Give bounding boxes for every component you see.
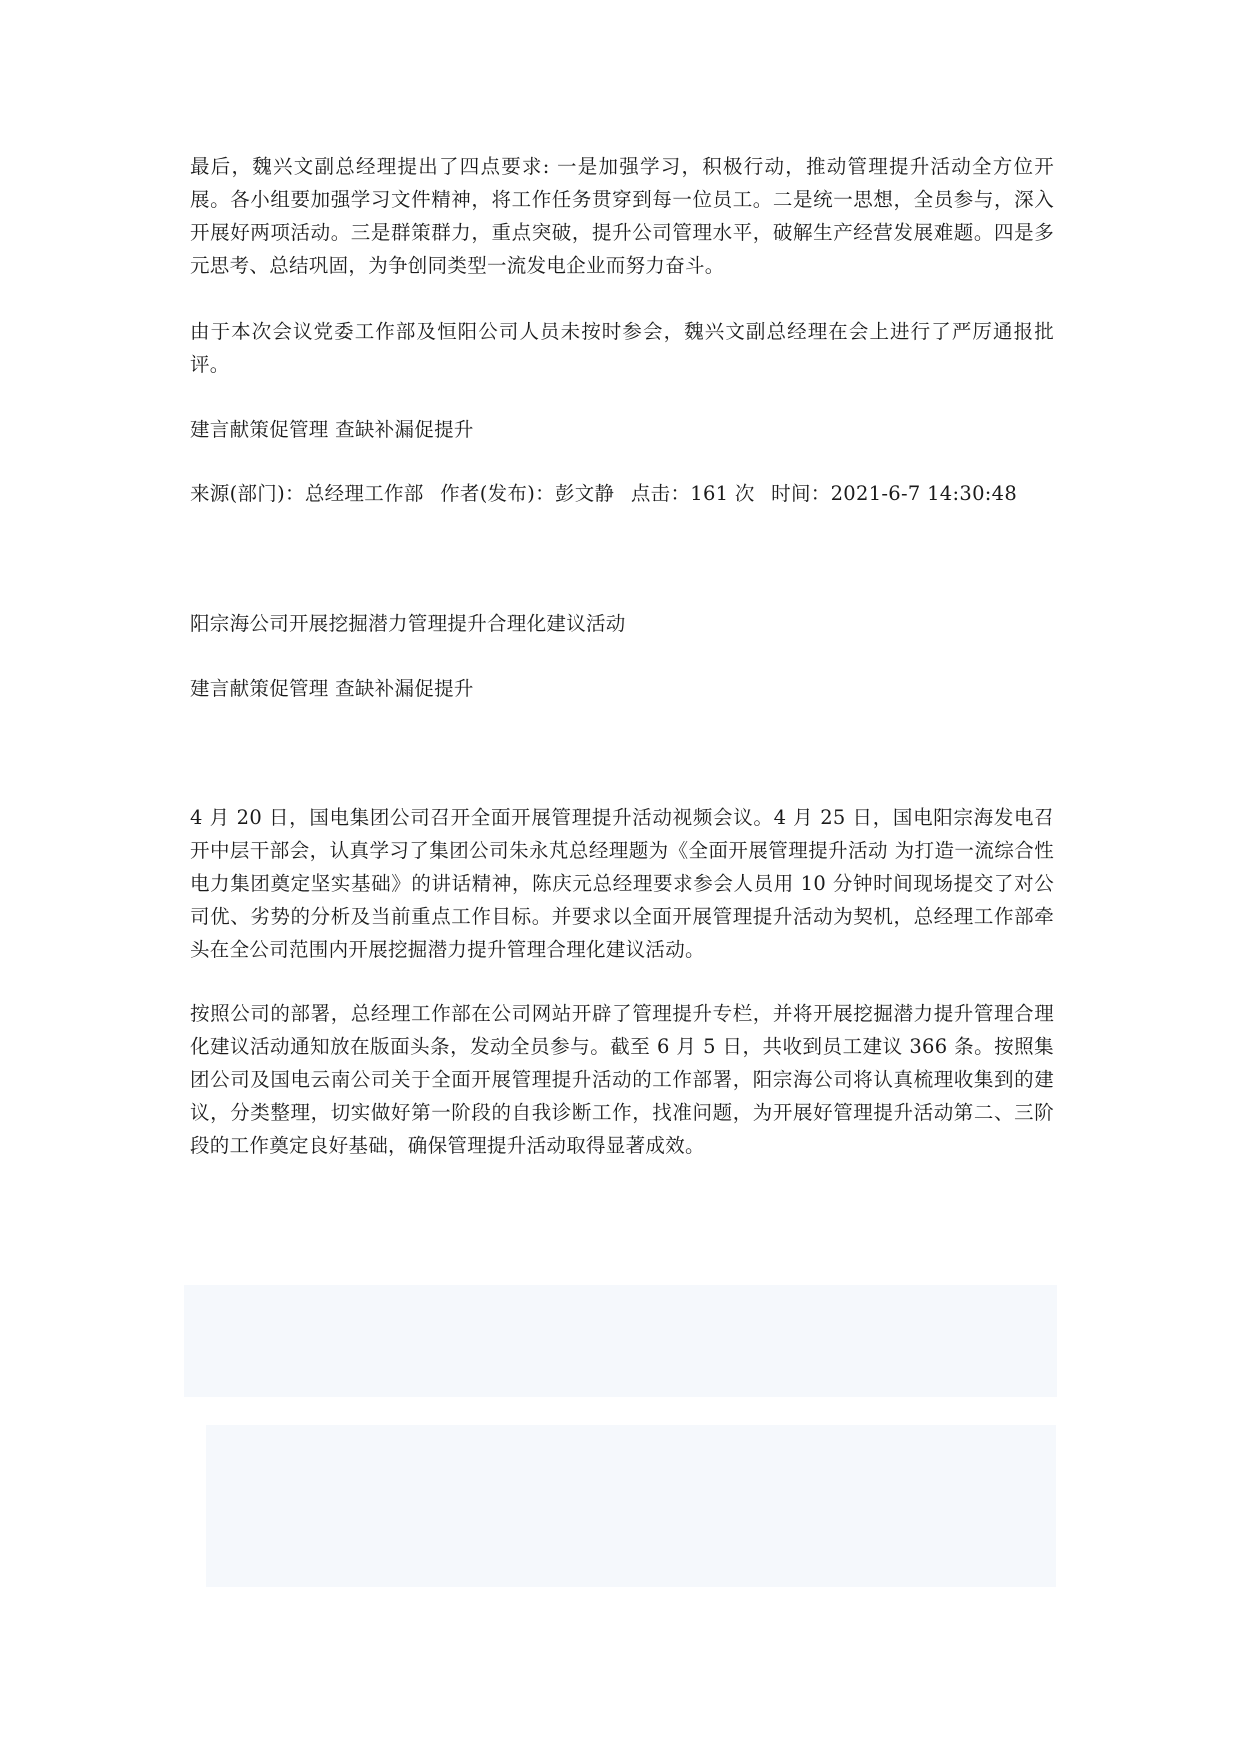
article2-paragraph-1: 4 月 20 日，国电集团公司召开全面开展管理提升活动视频会议。4 月 25 日，国电阳宗海发电召开中层干部会，认真学习了集团公司朱永芃总经理题为《全面开展管理提升活动 为打造一流综合性电力集团奠定坚实基础》的讲话精神，陈庆元总经理要求参会人员用 10 分钟时间现场提交了对公司优、劣势的分析及当前重点工作目标。并要求以全面开展管理提升活动为契机，总经理工作部牵头在全公司范围内开展挖掘潜力提升管理合理化建议活动。 <box>190 806 1054 961</box>
meta-source: 来源(部门)：总经理工作部 <box>190 482 424 505</box>
blank-content-box-2 <box>206 1425 1056 1587</box>
meta-time: 时间：2021-6-7 14:30:48 <box>771 482 1018 505</box>
article1-paragraph-1: 最后，魏兴文副总经理提出了四点要求: 一是加强学习，积极行动，推动管理提升活动全方位开展。各小组要加强学习文件精神，将工作任务贯穿到每一位员工。二是统一思想，全员参与，深入开展好两项活动。三是群策群力，重点突破，提升公司管理水平，破解生产经营发展难题。四是多元思考、总结巩固，为争创同类型一流发电企业而努力奋斗。 <box>190 155 1054 277</box>
meta-clicks: 点击：161 次 <box>630 482 755 505</box>
article1-paragraph-2: 由于本次会议党委工作部及恒阳公司人员未按时参会，魏兴文副总经理在会上进行了严厉通报批评。 <box>190 320 1054 376</box>
article2-subtitle: 建言献策促管理 查缺补漏促提升 <box>190 677 474 700</box>
article2-paragraph-2: 按照公司的部署，总经理工作部在公司网站开辟了管理提升专栏，并将开展挖掘潜力提升管理合理化建议活动通知放在版面头条，发动全员参与。截至 6 月 5 日，共收到员工建议 366 条。按照集团公司及国电云南公司关于全面开展管理提升活动的工作部署，阳宗海公司将认真梳理收集到的建议，分类整理，切实做好第一阶段的自我诊断工作，找准问题，为开展好管理提升活动第二、三阶段的工作奠定良好基础，确保管理提升活动取得显著成效。 <box>190 1002 1054 1157</box>
subtitle-1: 建言献策促管理 查缺补漏促提升 <box>190 418 474 441</box>
article2-title: 阳宗海公司开展挖掘潜力管理提升合理化建议活动 <box>190 612 626 635</box>
blank-content-box-1 <box>184 1285 1057 1397</box>
article-meta <box>190 477 1027 510</box>
meta-author: 作者(发布)：彭文静 <box>440 482 615 505</box>
